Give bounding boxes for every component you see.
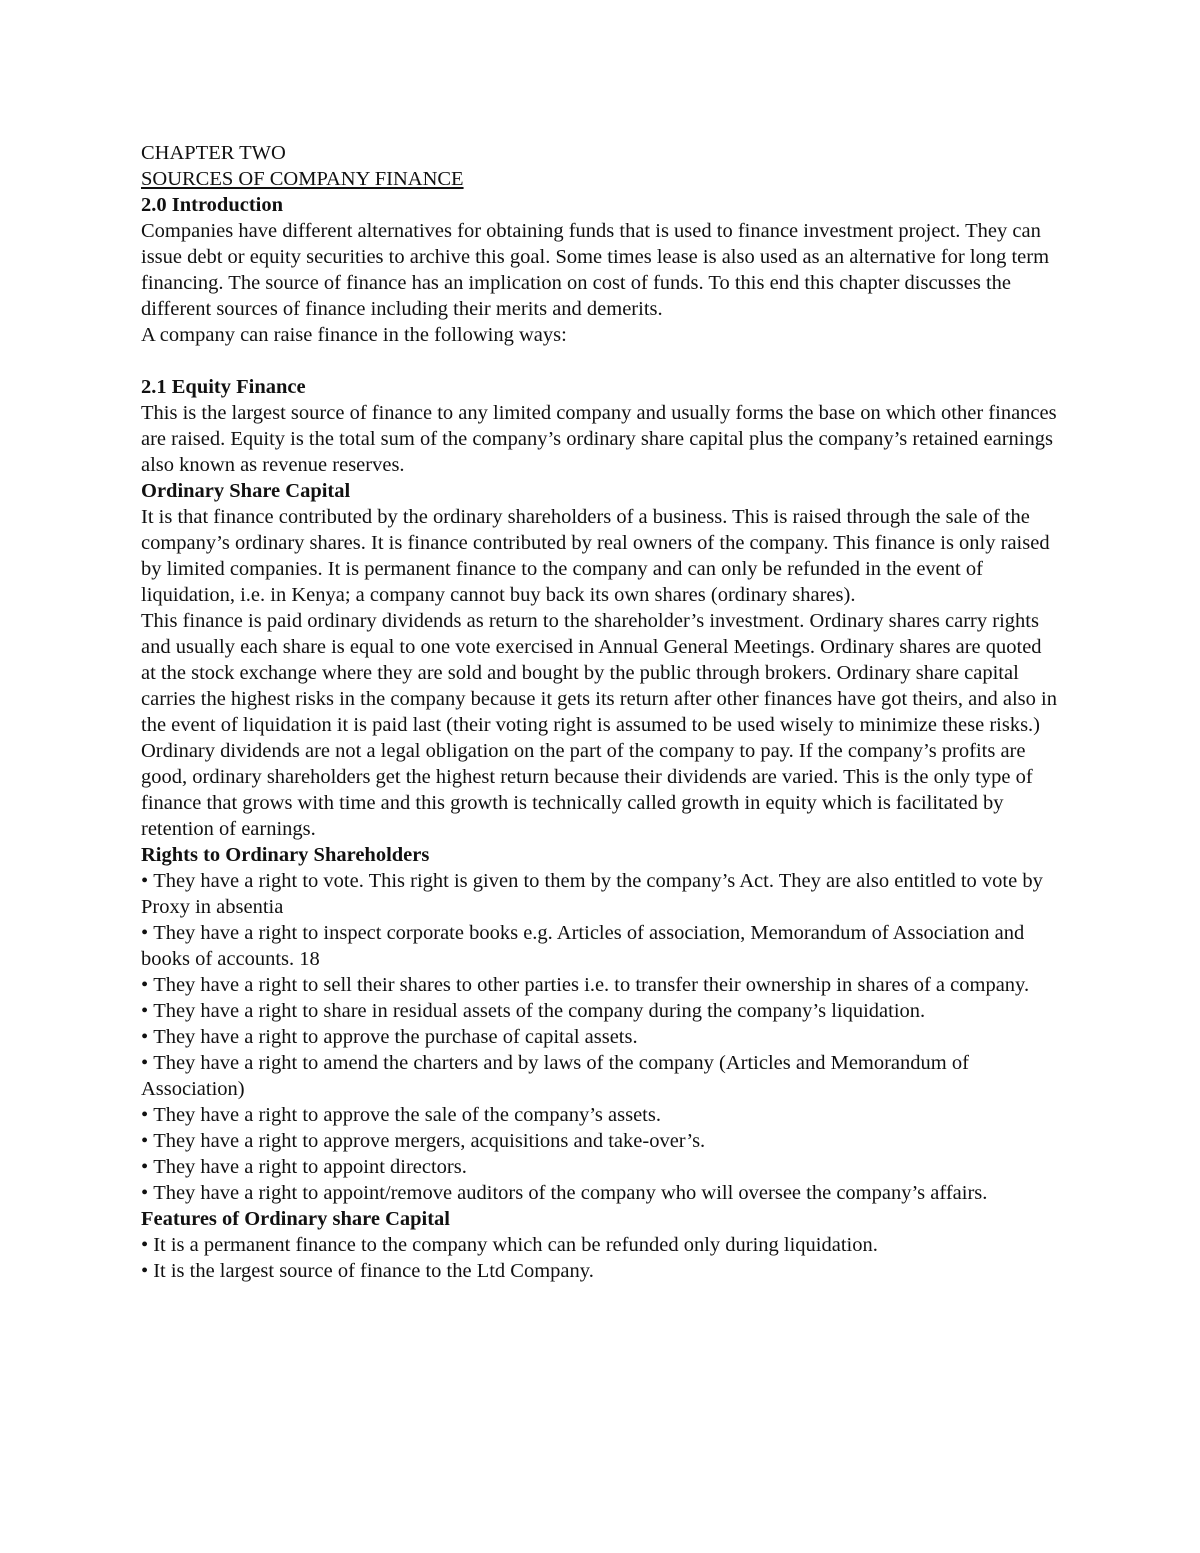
features-heading: Features of Ordinary share Capital [141,1208,451,1230]
intro-ways: A company can raise finance in the following ways: [141,324,567,346]
list-item: • They have a right to sell their shares to other parties i.e. to transfer their ownership in shares of a company. [141,972,1061,998]
list-item: • They have a right to amend the charters and by laws of the company (Articles and Memorandum of Association) [141,1050,1061,1102]
document-page [141,140,1061,1284]
intro-heading: 2.0 Introduction [141,194,284,216]
list-item: • It is the largest source of finance to the Ltd Company. [141,1258,1061,1284]
ordinary-paragraph-2: This finance is paid ordinary dividends as return to the shareholder’s investment. Ordinary shares carry rights and usually each share is equal to one vote exercised in Annual General Meetings. Ordinary shares are quoted at the stock exchange where they are sold and bought by the public through brokers. Ordinary share capital carries the highest risks in the company because it gets its return after other finances have got theirs, and also in the event of liquidation it is paid last (their voting right is assumed to be used wisely to minimize these risks.) [141,610,1057,736]
intro-paragraph: Companies have different alternatives for obtaining funds that is used to finance investment project. They can issue debt or equity securities to archive this goal. Some times lease is also used as an alternative for long term financing. The source of finance has an implication on cost of funds. To this end this chapter discusses the different sources of finance including their merits and demerits. [141,220,1050,320]
list-item: • They have a right to approve mergers, acquisitions and take-over’s. [141,1128,1061,1154]
list-item: • They have a right to appoint directors. [141,1154,1061,1180]
list-item: • They have a right to inspect corporate books e.g. Articles of association, Memorandum of Association and books of accounts. 18 [141,920,1061,972]
rights-list [141,868,1061,1206]
ordinary-heading: Ordinary Share Capital [141,480,351,502]
list-item: • It is a permanent finance to the company which can be refunded only during liquidation. [141,1232,1061,1258]
list-item: • They have a right to approve the sale of the company’s assets. [141,1102,1061,1128]
blank-line [141,348,1061,374]
list-item: • They have a right to share in residual assets of the company during the company’s liquidation. [141,998,1061,1024]
section-title: SOURCES OF COMPANY FINANCE [141,168,464,190]
ordinary-paragraph-1: It is that finance contributed by the ordinary shareholders of a business. This is raised through the sale of the company’s ordinary shares. It is finance contributed by real owners of the company. This finance is only raised by limited companies. It is permanent finance to the company and can only be refunded in the event of liquidation, i.e. in Kenya; a company cannot buy back its own shares (ordinary shares). [141,506,1050,606]
list-item: • They have a right to approve the purchase of capital assets. [141,1024,1061,1050]
equity-paragraph: This is the largest source of finance to any limited company and usually forms the base on which other finances are raised. Equity is the total sum of the company’s ordinary share capital plus the company’s retained earnings also known as revenue reserves. [141,402,1057,476]
list-item: • They have a right to appoint/remove auditors of the company who will oversee the company’s affairs. [141,1180,1061,1206]
ordinary-paragraph-3: Ordinary dividends are not a legal obligation on the part of the company to pay. If the company’s profits are good, ordinary shareholders get the highest return because their dividends are varied. This is the only type of finance that grows with time and this growth is technically called growth in equity which is facilitated by retention of earnings. [141,740,1033,840]
equity-heading: 2.1 Equity Finance [141,376,306,398]
chapter-title: CHAPTER TWO [141,142,286,164]
list-item: • They have a right to vote. This right is given to them by the company’s Act. They are also entitled to vote by Proxy in absentia [141,868,1061,920]
features-list [141,1232,1061,1284]
rights-heading: Rights to Ordinary Shareholders [141,844,430,866]
